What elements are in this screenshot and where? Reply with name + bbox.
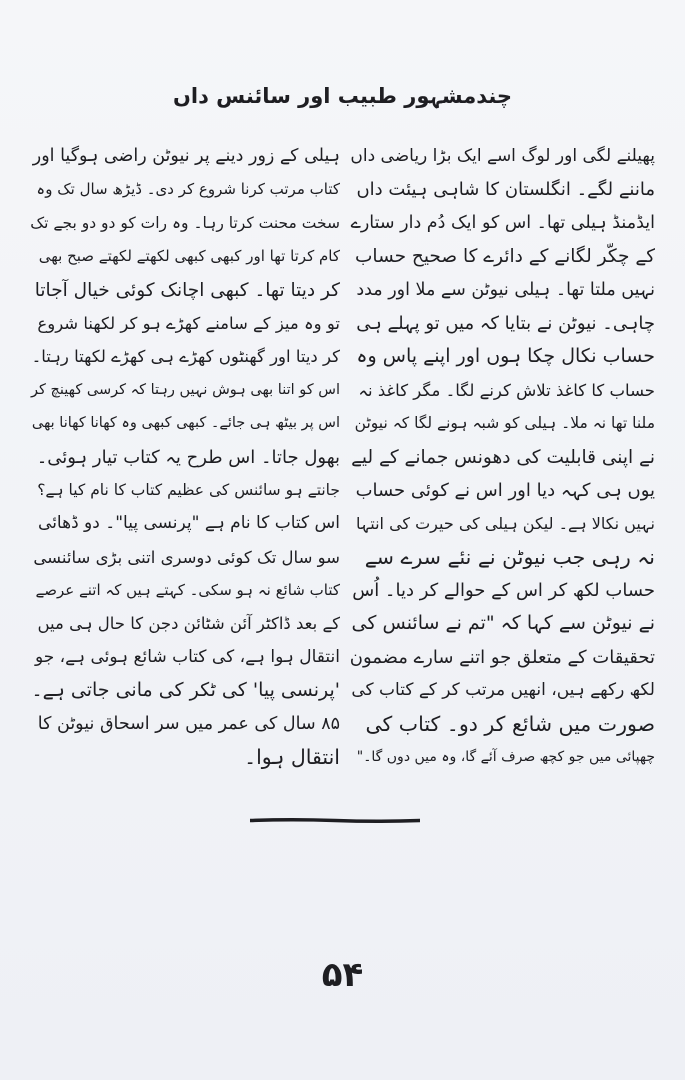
text-line: چھپائی میں جو کچھ صرف آئے گا، وہ میں دوں گا۔" <box>356 749 655 766</box>
text-line: تو وہ میز کے سامنے کھڑے ہو کر لکھنا شروع <box>37 313 340 333</box>
text-line: ماننے لگے۔ انگلستان کا شاہی ہیئت داں <box>356 179 655 201</box>
text-line: نہیں نکالا ہے۔ لیکن ہیلی کی حیرت کی انتہا <box>356 514 655 534</box>
text-line: نہیں ملتا تھا۔ ہیلی نیوٹن سے ملا اور مدد <box>356 279 655 300</box>
text-line: کر دیتا تھا۔ کبھی اچانک کوئی خیال آجاتا <box>34 279 340 301</box>
text-line: حساب کا کاغذ تلاش کرنے لگا۔ مگر کاغذ نہ <box>358 380 655 400</box>
text-line: کام کرتا تھا اور کبھی کبھی لکھتے لکھتے صبح بھی <box>38 247 340 266</box>
right-text-column <box>350 140 655 774</box>
text-line: ملنا تھا نہ ملا۔ ہیلی کو شبہ ہونے لگا کہ نیوٹن <box>354 414 655 433</box>
text-line: کے چکّر لگانے کے دائرے کا صحیح حساب <box>355 246 655 268</box>
text-line: نہ رہی جب نیوٹن نے نئے سرے سے <box>364 544 655 569</box>
text-line: نے اپنی قابلیت کی دھونس جمانے کے لیے <box>351 446 655 468</box>
text-line: انتقال ہوا۔ <box>244 745 340 770</box>
running-header: چندمشہور طبیب اور سائنس داں <box>172 84 513 108</box>
text-line: اس کتاب کا نام ہے "پرنسی پیا"۔ دو ڈھائی <box>38 513 340 534</box>
text-line: حساب لکھ کر اس کے حوالے کر دیا۔ اُس <box>352 580 655 602</box>
text-line: سو سال تک کوئی دوسری اتنی بڑی سائنسی <box>33 547 340 567</box>
text-line: انتقال ہوا ہے، کی کتاب شائع ہوئی ہے، جو <box>34 646 340 667</box>
text-line: کتاب شائع نہ ہو سکی۔ کہتے ہیں کہ اتنے عرصے <box>35 581 340 600</box>
text-line: صورت میں شائع کر دو۔ کتاب کی <box>365 711 655 736</box>
text-line: کر دیتا اور گھنٹوں کھڑے ہی کھڑے لکھتا رہتا۔ <box>31 347 340 367</box>
text-line: سخت محنت کرتا رہا۔ وہ رات کو دو دو بجے تک <box>30 213 340 232</box>
section-divider <box>250 818 420 823</box>
text-line: چاہی۔ نیوٹن نے بتایا کہ میں تو پہلے ہی <box>356 312 655 334</box>
text-line: لکھ رکھے ہیں، انھیں مرتب کر کے کتاب کی <box>351 680 655 701</box>
text-line: یوں ہی کہہ دیا اور اس نے کوئی حساب <box>355 479 655 501</box>
page-number: ۵۴ <box>321 955 364 995</box>
text-line: ۸۵ سال کی عمر میں سر اسحاق نیوٹن کا <box>37 713 340 734</box>
text-line: حساب نکال چکا ہوں اور اپنے پاس وہ <box>356 345 655 368</box>
left-text-column <box>30 140 340 774</box>
text-line: اس پر بیٹھ ہی جائے۔ کبھی کبھی وہ کھانا کھانا بھی <box>31 415 340 432</box>
text-line: نے نیوٹن سے کہا کہ "تم نے سائنس کی <box>351 612 655 635</box>
text-line: ہیلی کے زور دینے پر نیوٹن راضی ہوگیا اور <box>32 146 340 166</box>
text-line: اس کو اتنا بھی ہوش نہیں رہتا کہ کرسی کھینچ کر <box>31 381 340 398</box>
text-line: کے بعد ڈاکٹر آئن شٹائن دجن کا حال ہی میں <box>37 614 340 634</box>
text-line: 'پرنسی پیا' کی ٹکر کی مانی جاتی ہے۔ <box>31 679 340 702</box>
text-line: جانتے ہو سائنس کی عظیم کتاب کا نام کیا ہے؟ <box>37 480 340 499</box>
text-line: پھیلنے لگی اور لوگ اسے ایک بڑا ریاضی داں <box>350 146 655 166</box>
text-line: تحقیقات کے متعلق جو اتنے سارے مضمون <box>350 646 655 668</box>
text-line: ایڈمنڈ ہیلی تھا۔ اس کو ایک دُم دار ستارے <box>350 212 655 233</box>
text-line: بھول جاتا۔ اس طرح یہ کتاب تیار ہوئی۔ <box>36 446 340 468</box>
text-line: کتاب مرتب کرنا شروع کر دی۔ ڈیڑھ سال تک وہ <box>36 180 340 199</box>
